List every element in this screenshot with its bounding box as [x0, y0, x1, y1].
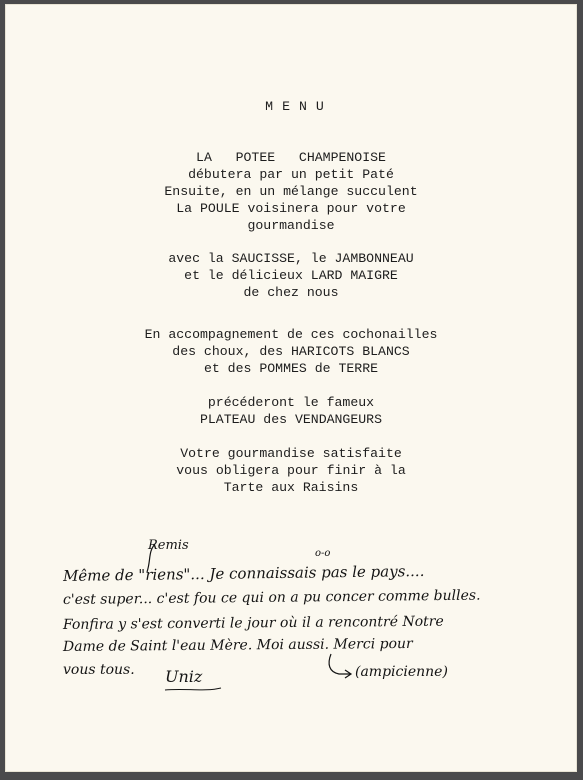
menu-line: gourmandise — [247, 218, 335, 233]
menu-line: débutera par un petit Paté — [188, 167, 394, 182]
note-aside: (ampicienne) — [355, 664, 448, 680]
menu-line: précéderont le fameux — [207, 395, 375, 410]
menu-line: Votre gourmandise satisfaite — [180, 446, 402, 461]
menu-line: vous obligera pour finir à la — [176, 463, 406, 478]
menu-line: Ensuite, en un mélange succulent — [164, 184, 418, 199]
menu-card — [5, 4, 577, 772]
menu-line: de chez nous — [243, 285, 339, 300]
menu-line: En accompagnement de ces cochonailles — [144, 327, 438, 342]
note-line: c'est super... c'est fou ce qui on a pu concer comme bulles. — [62, 587, 481, 608]
menu-line: et des POMMES de TERRE — [203, 361, 379, 376]
menu-title: MENU — [265, 99, 333, 114]
insert-caret — [147, 544, 155, 572]
menu-line: Tarte aux Raisins — [223, 480, 359, 495]
signature-underline — [165, 688, 221, 690]
handwritten-note — [5, 4, 577, 772]
menu-line: LA POTEE CHAMPENOISE — [196, 150, 386, 165]
menu-line: La POULE voisinera pour votre — [176, 201, 406, 216]
menu-line: et le délicieux LARD MAIGRE — [184, 268, 398, 283]
note-line: vous tous. — [63, 662, 135, 678]
menu-line: avec la SAUCISSE, le JAMBONNEAU — [168, 251, 414, 266]
signature: Uniz — [165, 667, 203, 686]
note-line: Dame de Saint l'eau Mère. Moi aussi. Merci pour — [62, 635, 413, 655]
note-marks: o-o — [315, 548, 331, 559]
note-line: Fonfira y s'est converti le jour où il a rencontré Notre — [62, 613, 444, 633]
pen-marks — [5, 4, 577, 772]
note-insert: Remis — [148, 538, 189, 553]
note-line: Même de "riens"... Je connaissais pas le pays.... — [62, 561, 425, 585]
arrow-icon — [329, 654, 351, 678]
menu-line: des choux, des HARICOTS BLANCS — [172, 344, 410, 359]
menu-line: PLATEAU des VENDANGEURS — [199, 412, 383, 427]
